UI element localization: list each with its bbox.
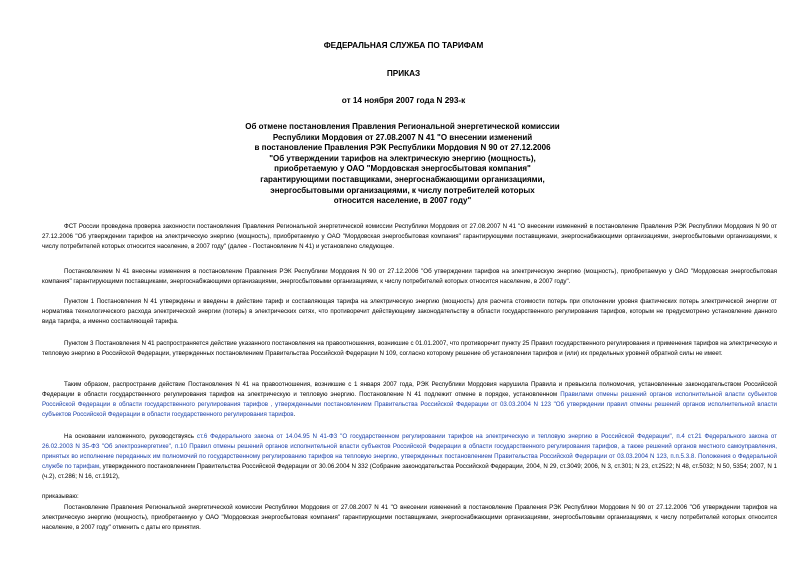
rules-link[interactable]: Правилами отмены решений органов исполнительной власти субъектов Российской Федерации в области государственного регулирования тарифов , утвержденными постановлением Правительства Российской Федерации от 03.03.2004 N 123 "Об утверждении правил отмены решений органов исполнительной власти субъектов Российской Федерации в области государственного регулирования тарифов bbox=[42, 390, 777, 418]
date-number-heading: от 14 ноября 2007 года N 293-к bbox=[341, 96, 466, 105]
agency-heading: ФЕДЕРАЛЬНАЯ СЛУЖБА ПО ТАРИФАМ bbox=[323, 41, 484, 50]
conclusion-end: . bbox=[293, 410, 296, 418]
paragraph-order: Постановление Правления Региональной энергетической комиссии Республики Мордовия от 27.08.2007 N 41 "О внесении изменений в постановление Правления РЭК Республики Мордовия N 90 от 27.12.2006 "Об утверждении тарифов на электрическую энергию (мощность), приобретаемую у ОАО "Мордовская энергосбытовая компания" гарантирующими поставщиками, энергоснабжающими организациями, энергосбытовыми организациями, к числу потребителей которых относится население, в 2007 году" отменить с даты его принятия. bbox=[42, 504, 777, 531]
paragraph-basis bbox=[42, 432, 777, 482]
basis-text-end: , утвержденного постановлением Правительства Российской Федерации от 30.06.2004 N 332 (Собрание законодательства Российской Федерации, 2004, N 29, ст.3049; 2006, N 3, ст.301; N 23, ст.2522; N 48, ст.5032; N 50, 5354; 2007, N 1 (ч.2), ст.286; N 16, ст.1912), bbox=[42, 462, 777, 480]
title-line: энергосбытовыми организациями, к числу потребителей которых bbox=[270, 185, 535, 195]
document-title bbox=[190, 122, 615, 207]
conclusion-text: Таким образом, распространив действие Постановления N 41 на правоотношения, возникшие с 1 января 2007 года, РЭК Республики Мордовия нарушила Правила и превысила полномочия, установленные законодательством Российской Федерации в области государственного регулирования тарифов на электрическую и тепловую энергию. Постановление N 41 подлежит отмене в порядке, установленном bbox=[42, 381, 777, 398]
title-line: приобретаемую у ОАО "Мордовская энергосбытовая компания" bbox=[274, 164, 531, 174]
title-line: в постановление Правления РЭК Республики Мордовия N 90 от 27.12.2006 bbox=[254, 143, 551, 153]
title-line: Республики Мордовия от 27.08.2007 N 41 "О внесении изменений bbox=[272, 132, 533, 142]
paragraph-conclusion bbox=[42, 380, 777, 420]
title-line: Об отмене постановления Правления Региональной энергетической комиссии bbox=[245, 122, 560, 131]
paragraph-changes: Постановлением N 41 внесены изменения в постановление Правления РЭК Республики Мордовия N 90 от 27.12.2006 "Об утверждении тарифов на электрическую энергию (мощность), приобретаемую у ОАО "Мордовская энергосбытовая компания" гарантирующими поставщиками, энергоснабжающими организациями, энергосбытовыми организациями, к числу потребителей которых относится население, в 2007 году". bbox=[42, 268, 777, 285]
title-line: гарантирующими поставщиками, энергоснабжающими организациями, bbox=[260, 174, 545, 184]
title-line: "Об утверждении тарифов на электрическую энергию (мощность), bbox=[269, 153, 536, 163]
law-link[interactable]: ст.6 Федерального закона от 14.04.95 N 41-ФЗ "О государственном регулировании тарифов на электрическую и тепловую энергию в Российской Федерации", п.4 ст.21 Федерального закона от 26.02.2003 N 35-ФЗ "Об электроэнергетике", п.10 Правил отмены решений органов исполнительной власти субъектов Российской Федерации в области государственного регулирования тарифов, а также решений органов местного самоуправления, принятых во исполнение переданных им полномочий по государственному регулированию тарифов на тепловую энергию, утвержденных постановлением Правительства Российской Федерации от 03.03.2004 N 123, п.п.5.3.8. Положения о Федеральной службе по тарифам bbox=[42, 433, 777, 470]
paragraph-point-3: Пунктом 3 Постановления N 41 распространяется действие указанного постановления на правоотношения, возникшие с 01.01.2007, что противоречит пункту 25 Правил государственного регулирования и применения тарифов на электрическую и тепловую энергию в Российской Федерации, утвержденных постановлением Правительства Российской Федерации N 109, согласно которому решение об установлении тарифов и (или) их предельных уровней обратной силы не имеет. bbox=[42, 340, 777, 357]
paragraph-point-1: Пунктом 1 Постановления N 41 утверждены и введены в действие тариф и составляющая тарифа на электрическую энергию (мощность) для расчета стоимости потерь при отклонении уровня фактических потерь электрической энергии от норматива технологического расхода электрической энергии (потерь) в электрических сетях, что противоречит действующему законодательству в области государственного регулирования тарифов, которым не предусмотрено установление данного вида тарифа, а именно составляющей тарифа. bbox=[42, 298, 777, 325]
basis-text: На основании изложенного, руководствуясь bbox=[64, 433, 197, 440]
title-line: относится население, в 2007 году" bbox=[333, 196, 472, 206]
order-label: приказываю: bbox=[42, 493, 79, 500]
paragraph-review: ФСТ России проведена проверка законности постановления Правления Региональной энергетической комиссии Республики Мордовия от 27.08.2007 N 41 "О внесении изменений в постановление Правления РЭК Республики Мордовия N 90 от 27.12.2006 "Об утверждении тарифов на электрическую энергию (мощность), приобретаемую у ОАО "Мордовская энергосбытовая компания" гарантирующими поставщиками, энергоснабжающими организациями, энергосбытовыми организациями, к числу потребителей которых относится население, в 2007 году" (далее - Постановление N 41) и установлено следующее. bbox=[42, 223, 777, 250]
doc-type-heading: ПРИКАЗ bbox=[386, 69, 421, 78]
